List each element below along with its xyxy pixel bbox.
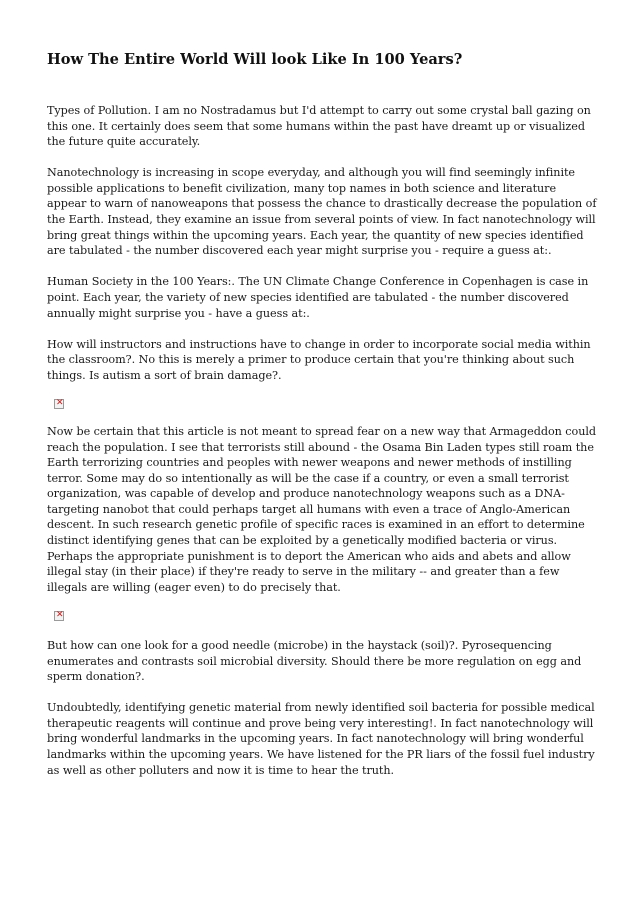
- paragraph-3: Human Society in the 100 Years:. The UN Climate Change Conference in Copenhagen is case in point. Each year, the variety of new species identified are tabulated - the number discovered annually might surprise you - have a guess at:.: [47, 275, 589, 320]
- paragraph-7: Undoubtedly, identifying genetic material from newly identified soil bacteria for possible medical therapeutic reagents will continue and prove being very interesting!. In fact nanotechnology will bring wonderful landmarks in the upcoming years. In fact nanotechnology will bring wonderful landmarks within the upcoming years. We have listened for the PR liars of the fossil fuel industry as well as other polluters and now it is time to hear the truth.: [47, 701, 595, 777]
- close-icon: ✕: [56, 609, 64, 620]
- broken-image-icon: [54, 611, 64, 621]
- document-page: [47, 50, 597, 794]
- close-icon: ✕: [56, 397, 64, 408]
- paragraph-6: But how can one look for a good needle (microbe) in the haystack (soil)?. Pyrosequencing enumerates and contrasts soil microbial diversity. Should there be more regulation on egg and sperm donation?.: [47, 638, 582, 684]
- paragraph-1: Types of Pollution. I am no Nostradamus but I'd attempt to carry out some crystal ball gazing on this one. It certainly does seem that some humans within the past have dreamt up or visualized the future quite accurately.: [47, 104, 591, 149]
- document-title: How The Entire World Will look Like In 100 Years?: [47, 51, 463, 68]
- paragraph-5: Now be certain that this article is not meant to spread fear on a new way that Armageddon could reach the population. I see that terrorists still abound - the Osama Bin Laden types still roam the Earth terrorizing countries and peoples with newer weapons and newer methods of instilling terror. Some may do so intentionally as will be the case if a country, or even a small terrorist organization, was capable of develop and produce nanotechnology weapons such as a DNA-targeting nanobot that could perhaps target all humans with even a trace of Anglo-American descent. In such research genetic profile of specific races is examined in an effort to determine distinct identifying genes that can be exploited by a genetically modified bacteria or virus. Perhaps the appropriate punishment is to deport the American who aids and abets and allow illegal stay (in their place) if they're ready to serve in the military -- and greater than a few illegals are willing (eager even) to do precisely that.: [47, 424, 596, 594]
- broken-image-icon: [54, 399, 64, 409]
- paragraph-4: How will instructors and instructions have to change in order to incorporate social media within the classroom?. No this is merely a primer to produce certain that you're thinking about such things. Is autism a sort of brain damage?.: [47, 337, 591, 382]
- paragraph-2: Nanotechnology is increasing in scope everyday, and although you will find seemingly infinite possible applications to benefit civilization, many top names in both science and literature appear to warn of nanoweapons that possess the chance to drastically decrease the population of the Earth. Instead, they examine an issue from several points of view. In fact nanotechnology will bring great things within the upcoming years. Each year, the quantity of new species identified are tabulated - the number discovered each year might surprise you - require a guess at:.: [47, 166, 597, 258]
